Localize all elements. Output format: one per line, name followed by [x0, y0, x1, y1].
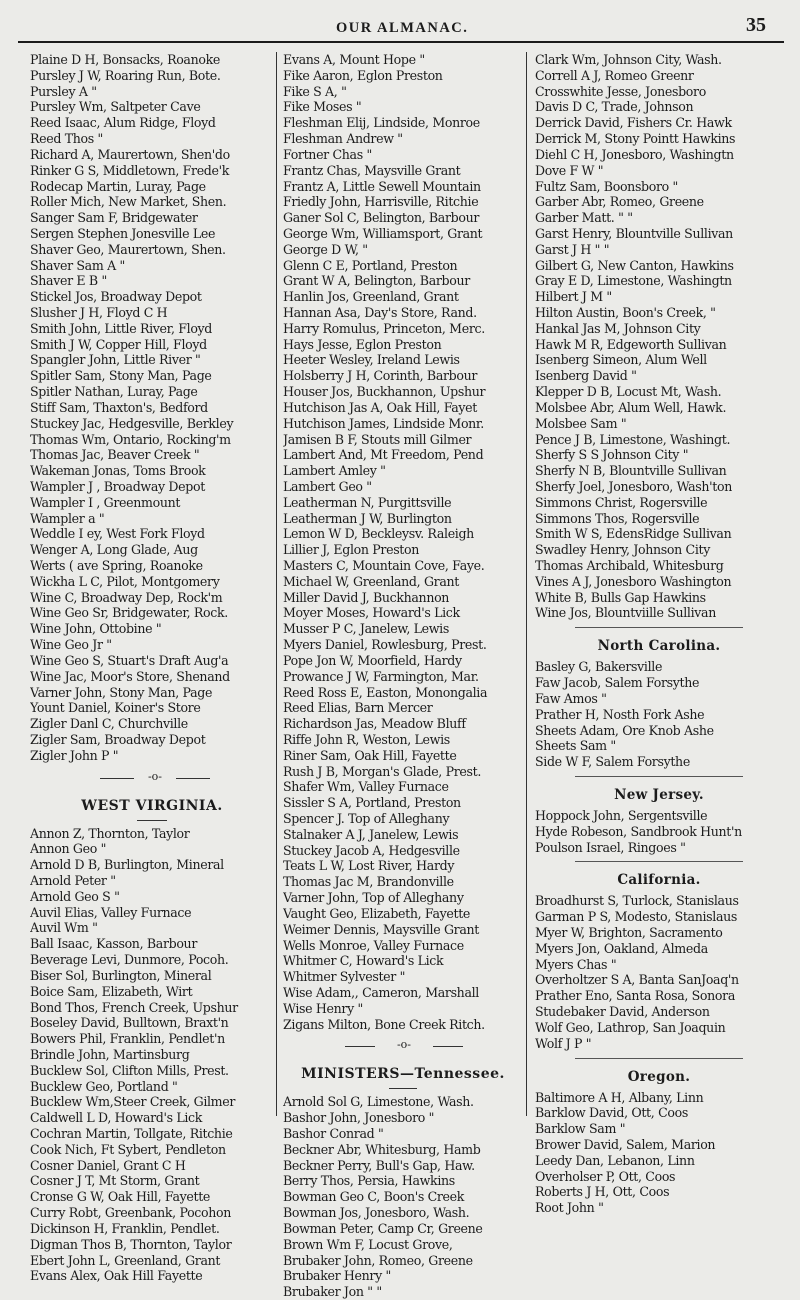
- list-item: Leedy Dan, Lebanon, Linn: [535, 1152, 695, 1168]
- section-divider: [535, 1052, 783, 1064]
- list-item: Lambert Amley ": [283, 463, 386, 479]
- list-item: Beverage Levi, Dunmore, Pocoh.: [30, 952, 229, 968]
- list-item: Brower David, Salem, Marion: [535, 1136, 716, 1152]
- list-item: Garber Abr, Romeo, Greene: [535, 194, 704, 210]
- list-item: Biser Sol, Burlington, Mineral: [30, 967, 212, 983]
- list-item: Broadhurst S, Turlock, Stanislaus: [535, 893, 739, 909]
- list-item: Ebert John L, Greenland, Grant: [30, 1252, 221, 1268]
- list-item: Fultz Sam, Boonsboro ": [535, 178, 678, 194]
- list-item: Vines A J, Jonesboro Washington: [535, 573, 732, 589]
- list-item: Bond Thos, French Creek, Upshur: [30, 999, 238, 1015]
- list-item: Gray E D, Limestone, Washingtn: [535, 273, 732, 289]
- list-item: Side W F, Salem Forsythe: [535, 754, 690, 770]
- list-item: Faw Amos ": [535, 690, 607, 706]
- list-item: Pence J B, Limestone, Washingt.: [535, 431, 731, 447]
- list-item: Stiff Sam, Thaxton's, Bedford: [30, 399, 208, 415]
- list-item: Prowance J W, Farmington, Mar.: [283, 668, 479, 684]
- list-item: Klepper D B, Locust Mt, Wash.: [535, 384, 722, 400]
- list-item: Sergen Stephen Jonesville Lee: [30, 225, 216, 241]
- list-item: Shaver Geo, Maurertown, Shen.: [30, 241, 226, 257]
- list-item: Overholser P, Ott, Coos: [535, 1168, 676, 1184]
- list-item: Vaught Geo, Elizabeth, Fayette: [283, 905, 471, 921]
- list-item: Fike Aaron, Eglon Preston: [283, 67, 443, 83]
- list-item: Bashor Conrad ": [283, 1126, 384, 1141]
- running-title: OUR ALMANAC.: [336, 20, 469, 36]
- list-item: Riner Sam, Oak Hill, Fayette: [283, 747, 457, 763]
- list-item: Garber Matt. " ": [535, 210, 633, 226]
- list-item: Hannan Asa, Day's Store, Rand.: [283, 305, 477, 320]
- list-item: Isenberg Simeon, Alum Well: [535, 352, 707, 368]
- list-item: Bowman Jos, Jonesboro, Wash.: [283, 1205, 470, 1221]
- list-item: Hyde Robeson, Sandbrook Hunt'n: [535, 823, 742, 839]
- list-item: Fortner Chas ": [283, 146, 372, 162]
- list-item: Hawk M R, Edgeworth Sullivan: [535, 336, 727, 352]
- header-rule: [18, 41, 784, 43]
- list-item: Miller David J, Buckhannon: [283, 589, 450, 605]
- list-item: Wine Geo Jr ": [30, 637, 112, 653]
- list-item: Root John ": [535, 1200, 604, 1216]
- list-item: Brubaker Henry ": [283, 1268, 391, 1284]
- list-item: Overholtzer S A, Banta SanJoaq'n: [535, 972, 739, 988]
- list-item: Hilton Austin, Boon's Creek, ": [535, 305, 716, 320]
- list-item: Hankal Jas M, Johnson City: [535, 320, 701, 336]
- list-item: Studebaker David, Anderson: [535, 1004, 710, 1020]
- list-item: Varner John, Top of Alleghany: [283, 890, 464, 906]
- list-item: Caldwell L D, Howard's Lick: [30, 1110, 203, 1126]
- list-item: Wakeman Jonas, Toms Brook: [30, 463, 206, 479]
- list-item: Molsbee Abr, Alum Well, Hawk.: [535, 399, 727, 415]
- list-item: Leatherman N, Purgittsville: [283, 494, 452, 510]
- list-item: Zigler John P ": [30, 747, 119, 763]
- list-item: Barklow Sam ": [535, 1121, 626, 1137]
- list-item: Evans A, Mount Hope ": [283, 52, 425, 67]
- list-item: George Wm, Williamsport, Grant: [283, 225, 483, 241]
- list-item: Arnold D B, Burlington, Mineral: [30, 857, 224, 873]
- section-divider: [535, 770, 783, 782]
- list-item: Stickel Jos, Broadway Depot: [30, 289, 202, 305]
- column-divider-1: [276, 52, 277, 1116]
- list-item: Lambert Geo ": [283, 478, 372, 494]
- list-item: Whitmer Sylvester ": [283, 969, 406, 985]
- section-divider: [535, 621, 783, 633]
- list-item: Sherfy N B, Blountville Sullivan: [535, 463, 727, 479]
- list-item: Brubaker John, Romeo, Greene: [283, 1252, 473, 1268]
- list-item: Digman Thos B, Thornton, Taylor: [30, 1236, 232, 1252]
- list-item: Garst Henry, Blountville Sullivan: [535, 225, 733, 241]
- list-item: White B, Bulls Gap Hawkins: [535, 589, 706, 605]
- list-item: Sherfy Joel, Jonesboro, Wash'ton: [535, 478, 732, 494]
- list-item: Prather H, Nosth Fork Ashe: [535, 706, 705, 722]
- list-item: Bucklew Sol, Clifton Mills, Prest.: [30, 1062, 229, 1078]
- list-item: Boice Sam, Elizabeth, Wirt: [30, 983, 193, 999]
- list-item: Shaver E B ": [30, 273, 107, 289]
- list-item: Rodecap Martin, Luray, Page: [30, 178, 206, 194]
- list-item: Fike Moses ": [283, 99, 362, 115]
- list-item: Poulson Israel, Ringoes ": [535, 839, 686, 855]
- list-item: Frantz Chas, Maysville Grant: [283, 162, 461, 178]
- list-item: Bowman Geo C, Boon's Creek: [283, 1189, 465, 1205]
- list-item: Fleshman Elij, Lindside, Monroe: [283, 115, 480, 131]
- list-item: Barklow David, Ott, Coos: [535, 1105, 688, 1121]
- list-item: Wenger A, Long Glade, Aug: [30, 542, 198, 558]
- list-item: Pursley Wm, Saltpeter Cave: [30, 99, 201, 115]
- column-1: [30, 52, 274, 1284]
- list-item: Prather Eno, Santa Rosa, Sonora: [535, 988, 735, 1004]
- list-item: Wine Jos, Blountviille Sullivan: [535, 605, 716, 621]
- list-item: Harry Romulus, Princeton, Merc.: [283, 320, 485, 336]
- list-item: Whitmer C, Howard's Lick: [283, 953, 444, 969]
- list-item: Cronse G W, Oak Hill, Fayette: [30, 1189, 211, 1205]
- list-item: Reed Elias, Barn Mercer: [283, 700, 433, 716]
- list-item: Holsberry J H, Corinth, Barbour: [283, 368, 478, 384]
- list-item: Varner John, Stony Man, Page: [30, 684, 213, 700]
- list-item: Reed Isaac, Alum Ridge, Floyd: [30, 115, 216, 131]
- list-item: Moyer Moses, Howard's Lick: [283, 605, 460, 621]
- list-item: Wine John, Ottobine ": [30, 621, 162, 637]
- list-item: Beckner Perry, Bull's Gap, Haw.: [283, 1157, 475, 1173]
- list-item: Cosner J T, Mt Storm, Grant: [30, 1173, 200, 1189]
- list-item: Auvil Wm ": [30, 920, 98, 936]
- section-ornament: -o-: [30, 764, 274, 794]
- list-item: Arnold Geo S ": [30, 888, 120, 904]
- list-item: Zigler Danl C, Churchville: [30, 716, 188, 732]
- list-item: Stuckey Jacob A, Hedgesville: [283, 842, 460, 858]
- list-item: Brindle John, Martinsburg: [30, 1046, 190, 1062]
- list-item: Thomas Wm, Ontario, Rocking'm: [30, 431, 231, 447]
- list-item: Rinker G S, Middletown, Frede'k: [30, 162, 230, 178]
- section-heading-west-virginia: WEST VIRGINIA.: [81, 797, 223, 814]
- list-item: Houser Jos, Buckhannon, Upshur: [283, 384, 486, 400]
- list-item: Zigans Milton, Bone Creek Ritch.: [283, 1016, 485, 1032]
- heading-underline: [30, 818, 274, 826]
- list-item: Hoppock John, Sergentsville: [535, 807, 708, 823]
- list-item: Sheets Sam ": [535, 738, 616, 754]
- list-item: Wampler J , Broadway Depot: [30, 478, 205, 494]
- list-item: Wolf Geo, Lathrop, San Joaquin: [535, 1019, 726, 1035]
- list-item: Annon Z, Thornton, Taylor: [30, 825, 190, 841]
- list-item: Wine Geo S, Stuart's Draft Aug'a: [30, 652, 229, 668]
- list-item: Fike S A, ": [283, 83, 347, 99]
- list-item: Sheets Adam, Ore Knob Ashe: [535, 722, 714, 738]
- list-item: Arnold Peter ": [30, 873, 116, 888]
- list-item: Riffe John R, Weston, Lewis: [283, 731, 450, 747]
- list-item: Stalnaker A J, Janelew, Lewis: [283, 826, 459, 842]
- list-item: Plaine D H, Bonsacks, Roanoke: [30, 52, 220, 67]
- list-item: Clark Wm, Johnson City, Wash.: [535, 52, 722, 67]
- list-item: Thomas Jac, Beaver Creek ": [30, 447, 200, 463]
- list-item: Dickinson H, Franklin, Pendlet.: [30, 1220, 220, 1236]
- section-divider: [535, 855, 783, 867]
- list-item: Heeter Wesley, Ireland Lewis: [283, 352, 460, 368]
- list-item: Annon Geo ": [30, 841, 107, 857]
- state-heading-oregon: Oregon.: [627, 1068, 691, 1085]
- list-item: Brubaker Jon " ": [283, 1284, 382, 1300]
- list-item: Faw Jacob, Salem Forsythe: [535, 675, 700, 691]
- list-item: Wolf J P ": [535, 1035, 592, 1051]
- list-item: Frantz A, Little Sewell Mountain: [283, 178, 481, 194]
- list-item: Sherfy S S Johnson City ": [535, 447, 689, 463]
- list-item: Garman P S, Modesto, Stanislaus: [535, 909, 737, 925]
- list-item: Curry Robt, Greenbank, Pocohon: [30, 1205, 231, 1221]
- list-item: Crosswhite Jesse, Jonesboro: [535, 83, 706, 99]
- list-item: Stuckey Jac, Hedgesville, Berkley: [30, 415, 234, 431]
- list-item: Spangler John, Little River ": [30, 352, 201, 368]
- list-item: Bowers Phil, Franklin, Pendlet'n: [30, 1031, 225, 1047]
- list-item: Glenn C E, Portland, Preston: [283, 257, 458, 273]
- list-item: Baltimore A H, Albany, Linn: [535, 1089, 704, 1105]
- list-item: Hutchison James, Lindside Monr.: [283, 415, 484, 431]
- column-divider-2: [526, 52, 527, 1116]
- list-item: Richard A, Maurertown, Shen'do: [30, 146, 230, 162]
- list-item: Werts ( ave Spring, Roanoke: [30, 558, 203, 573]
- page-header: [0, 0, 800, 40]
- list-item: Roberts J H, Ott, Coos: [535, 1184, 670, 1200]
- list-item: Simmons Christ, Rogersville: [535, 494, 708, 510]
- list-item: Lemon W D, Beckleysv. Raleigh: [283, 526, 474, 542]
- list-item: Wampler I , Greenmount: [30, 494, 181, 510]
- state-heading-north-carolina: North Carolina.: [597, 638, 721, 655]
- list-item: Hutchison Jas A, Oak Hill, Fayet: [283, 399, 477, 415]
- list-item: Lambert And, Mt Freedom, Pend: [283, 447, 484, 463]
- column-2: [283, 52, 523, 1300]
- list-item: Lillier J, Eglon Preston: [283, 542, 420, 558]
- list-item: Boseley David, Bulltown, Braxt'n: [30, 1015, 229, 1031]
- list-item: Davis D C, Trade, Johnson: [535, 99, 694, 115]
- list-item: Shaver Sam A ": [30, 257, 125, 273]
- page-number: 35: [746, 14, 766, 36]
- list-item: Zigler Sam, Broadway Depot: [30, 731, 206, 747]
- list-item: Brown Wm F, Locust Grove,: [283, 1236, 453, 1252]
- list-item: Jamisen B F, Stouts mill Gilmer: [283, 431, 472, 447]
- list-item: Smith John, Little River, Floyd: [30, 320, 213, 336]
- list-item: Isenberg David ": [535, 368, 637, 384]
- list-item: Masters C, Mountain Cove, Faye.: [283, 558, 485, 573]
- list-item: Smith J W, Copper Hill, Floyd: [30, 336, 207, 352]
- list-item: Auvil Elias, Valley Furnace: [30, 904, 192, 920]
- list-item: Teats L W, Lost River, Hardy: [283, 858, 455, 874]
- list-item: Derrick David, Fishers Cr. Hawk: [535, 115, 732, 131]
- list-item: Dove F W ": [535, 162, 604, 178]
- list-item: Weimer Dennis, Maysville Grant: [283, 921, 479, 937]
- list-item: Evans Alex, Oak Hill Fayette: [30, 1268, 203, 1284]
- list-item: Ganer Sol C, Belington, Barbour: [283, 210, 479, 226]
- list-item: Spencer J. Top of Alleghany: [283, 811, 450, 826]
- list-item: Cook Nich, Ft Sybert, Pendleton: [30, 1141, 226, 1157]
- list-item: Bucklew Geo, Portland ": [30, 1078, 178, 1094]
- list-item: Spitler Sam, Stony Man, Page: [30, 368, 212, 384]
- list-item: Wise Henry ": [283, 1000, 363, 1016]
- list-item: Myers Chas ": [535, 956, 617, 972]
- list-item: Rush J B, Morgan's Glade, Prest.: [283, 763, 481, 779]
- list-item: Wells Monroe, Valley Furnace: [283, 937, 464, 953]
- list-item: Bashor John, Jonesboro ": [283, 1110, 435, 1126]
- list-item: Wickha L C, Pilot, Montgomery: [30, 573, 220, 589]
- list-item: Pope Jon W, Moorfield, Hardy: [283, 652, 462, 668]
- column-3: [535, 52, 783, 1216]
- list-item: Ball Isaac, Kasson, Barbour: [30, 936, 197, 952]
- list-item: Bucklew Wm,Steer Creek, Gilmer: [30, 1094, 236, 1110]
- list-item: Myer W, Brighton, Sacramento: [535, 925, 723, 940]
- list-item: Thomas Jac M, Brandonville: [283, 874, 454, 890]
- list-item: Friedly John, Harrisville, Ritchie: [283, 194, 479, 210]
- list-item: Hilbert J M ": [535, 289, 612, 305]
- list-item: Pursley A ": [30, 83, 97, 99]
- list-item: Diehl C H, Jonesboro, Washingtn: [535, 146, 734, 162]
- list-item: Leatherman J W, Burlington: [283, 510, 452, 526]
- list-item: Simmons Thos, Rogersville: [535, 510, 700, 526]
- list-item: Garst J H " ": [535, 241, 610, 257]
- section-ornament: -o-: [283, 1032, 523, 1062]
- list-item: Yount Daniel, Koiner's Store: [30, 700, 201, 716]
- list-item: Richardson Jas, Meadow Bluff: [283, 716, 466, 732]
- list-item: Slusher J H, Floyd C H: [30, 305, 168, 320]
- list-item: Wise Adam,, Cameron, Marshall: [283, 984, 479, 1000]
- list-item: Reed Thos ": [30, 131, 103, 147]
- list-item: Wine C, Broadway Dep, Rock'm: [30, 589, 223, 605]
- list-item: Thomas Archibald, Whitesburg: [535, 558, 724, 573]
- list-item: Hanlin Jos, Greenland, Grant: [283, 289, 459, 305]
- list-item: Michael W, Greenland, Grant: [283, 573, 459, 589]
- list-item: Derrick M, Stony Pointt Hawkins: [535, 131, 736, 147]
- list-item: Sanger Sam F, Bridgewater: [30, 210, 198, 226]
- list-item: Grant W A, Belington, Barbour: [283, 273, 470, 289]
- list-item: Molsbee Sam ": [535, 415, 627, 431]
- list-item: Correll A J, Romeo Greenr: [535, 67, 694, 83]
- list-item: Wine Jac, Moor's Store, Shenand: [30, 668, 230, 684]
- list-item: George D W, ": [283, 241, 368, 257]
- list-item: Wampler a ": [30, 510, 105, 526]
- list-item: Cosner Daniel, Grant C H: [30, 1157, 186, 1173]
- heading-underline: [283, 1086, 523, 1094]
- list-item: Roller Mich, New Market, Shen.: [30, 194, 227, 210]
- list-item: Beckner Abr, Whitesburg, Hamb: [283, 1141, 481, 1157]
- list-item: Gilbert G, New Canton, Hawkins: [535, 257, 734, 273]
- list-item: Shafer Wm, Valley Furnace: [283, 779, 449, 795]
- list-item: Swadley Henry, Johnson City: [535, 542, 710, 558]
- list-item: Cochran Martin, Tollgate, Ritchie: [30, 1126, 233, 1141]
- list-item: Smith W S, EdensRidge Sullivan: [535, 526, 732, 542]
- list-item: Weddle I ey, West Fork Floyd: [30, 526, 205, 542]
- list-item: Reed Ross E, Easton, Monongalia: [283, 684, 488, 700]
- state-heading-california: California.: [617, 872, 701, 889]
- section-heading-ministers-tennessee: MINISTERS—Tennessee.: [301, 1066, 505, 1083]
- list-item: Myers Jon, Oakland, Almeda: [535, 940, 708, 956]
- list-item: Wine Geo Sr, Bridgewater, Rock.: [30, 605, 228, 621]
- state-heading-new-jersey: New Jersey.: [614, 786, 704, 803]
- list-item: Myers Daniel, Rowlesburg, Prest.: [283, 637, 487, 653]
- list-item: Sissler S A, Portland, Preston: [283, 795, 461, 811]
- list-item: Fleshman Andrew ": [283, 131, 403, 147]
- list-item: Berry Thos, Persia, Hawkins: [283, 1173, 455, 1189]
- list-item: Arnold Sol G, Limestone, Wash.: [283, 1094, 474, 1110]
- list-item: Bowman Peter, Camp Cr, Greene: [283, 1220, 483, 1236]
- list-item: Pursley J W, Roaring Run, Bote.: [30, 67, 221, 83]
- list-item: Basley G, Bakersville: [535, 659, 663, 675]
- list-item: Musser P C, Janelew, Lewis: [283, 621, 449, 637]
- list-item: Spitler Nathan, Luray, Page: [30, 384, 198, 400]
- list-item: Hays Jesse, Eglon Preston: [283, 336, 442, 352]
